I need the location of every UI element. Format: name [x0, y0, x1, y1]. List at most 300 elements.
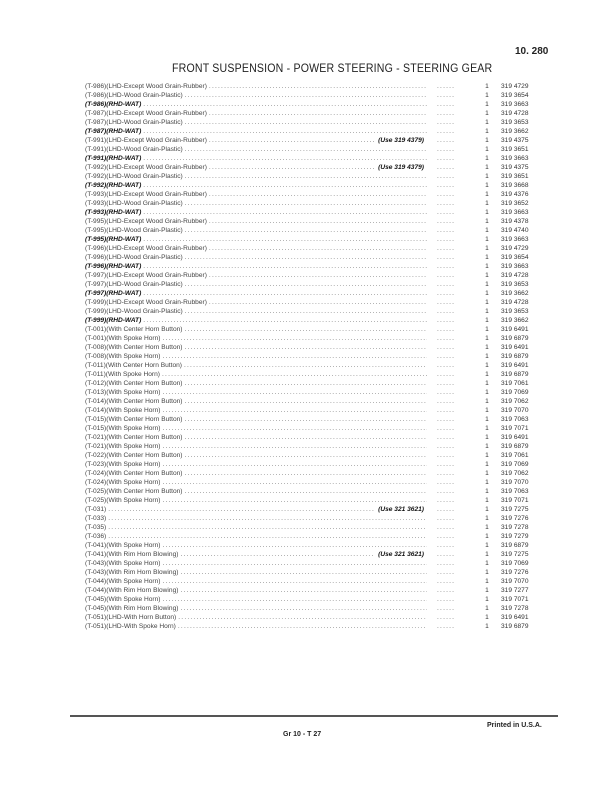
quantity: 1: [485, 479, 489, 486]
parts-row: [85, 91, 545, 100]
part-number: 319 3663: [501, 263, 529, 270]
part-description: (T-008)(With Spoke Horn): [85, 353, 161, 360]
quantity: 1: [485, 596, 489, 603]
quantity: 1: [485, 299, 489, 306]
dot-leader: [185, 91, 427, 100]
dot-leader: [184, 469, 427, 478]
dot-leader: [162, 460, 427, 469]
part-number: 319 3654: [501, 254, 529, 261]
part-description: (T-995)(LHD-Except Wood Grain-Rubber): [85, 218, 207, 225]
dot-leader: [162, 370, 427, 379]
part-number: 319 7276: [501, 569, 529, 576]
part-description: (T-001)(With Spoke Horn): [85, 335, 161, 342]
dot-leader: [427, 523, 479, 532]
part-description: (T-987)(LHD-Wood Grain-Plastic): [85, 119, 183, 126]
parts-row: [85, 622, 545, 631]
dot-leader: [427, 100, 479, 109]
quantity: 1: [485, 155, 489, 162]
part-description: (T-996)(LHD-Except Wood Grain-Rubber): [85, 245, 207, 252]
dot-leader: [427, 145, 479, 154]
dot-leader: [185, 145, 427, 154]
part-description: (T-014)(With Spoke Horn): [85, 407, 161, 414]
part-description: (T-991)(LHD-Except Wood Grain-Rubber): [85, 137, 207, 144]
dot-leader: [184, 379, 427, 388]
part-description: (T-995)(LHD-Wood Grain-Plastic): [85, 227, 183, 234]
parts-row: [85, 514, 545, 523]
parts-list: [85, 82, 545, 631]
dot-leader: [143, 127, 427, 136]
quantity: 1: [485, 371, 489, 378]
parts-row: [85, 379, 545, 388]
quantity: 1: [485, 452, 489, 459]
quantity: 1: [485, 497, 489, 504]
part-number: 319 7275: [501, 551, 529, 558]
parts-row: [85, 487, 545, 496]
dot-leader: [209, 163, 375, 172]
part-description: (T-043)(With Spoke Horn): [85, 560, 161, 567]
parts-row: [85, 109, 545, 118]
quantity: 1: [485, 146, 489, 153]
part-description: (T-999)(LHD-Except Wood Grain-Rubber): [85, 299, 207, 306]
dot-leader: [427, 379, 479, 388]
part-number: 319 3651: [501, 146, 529, 153]
parts-row: [85, 253, 545, 262]
quantity: 1: [485, 227, 489, 234]
part-number: 319 7071: [501, 497, 529, 504]
parts-row: [85, 136, 545, 145]
quantity: 1: [485, 560, 489, 567]
dot-leader: [427, 172, 479, 181]
dot-leader: [143, 235, 427, 244]
dot-leader: [427, 406, 479, 415]
part-description: (T-987)(RHD-WAT): [85, 128, 142, 135]
part-number: 319 7070: [501, 578, 529, 585]
part-number: 319 3663: [501, 209, 529, 216]
quantity: 1: [485, 389, 489, 396]
parts-row: [85, 460, 545, 469]
part-description: (T-986)(RHD-WAT): [85, 101, 142, 108]
parts-row: [85, 550, 545, 559]
quantity: 1: [485, 344, 489, 351]
parts-row: [85, 532, 545, 541]
parts-row: [85, 199, 545, 208]
part-number: 319 6491: [501, 344, 529, 351]
part-number: 319 3662: [501, 128, 529, 135]
parts-row: [85, 568, 545, 577]
dot-leader: [427, 442, 479, 451]
quantity: 1: [485, 578, 489, 585]
part-description: (T-033): [85, 515, 107, 522]
parts-row: [85, 613, 545, 622]
part-number: 319 7070: [501, 407, 529, 414]
parts-row: [85, 541, 545, 550]
part-description: (T-996)(RHD-WAT): [85, 263, 142, 270]
dot-leader: [427, 199, 479, 208]
use-note: (Use 319 4379): [378, 164, 424, 171]
parts-row: [85, 298, 545, 307]
part-number: 319 6879: [501, 335, 529, 342]
quantity: 1: [485, 263, 489, 270]
parts-row: [85, 343, 545, 352]
dot-leader: [143, 289, 427, 298]
dot-leader: [427, 505, 479, 514]
dot-leader: [185, 253, 427, 262]
parts-row: [85, 397, 545, 406]
part-number: 319 6879: [501, 371, 529, 378]
part-number: 319 4728: [501, 110, 529, 117]
part-description: (T-987)(LHD-Except Wood Grain-Rubber): [85, 110, 207, 117]
part-number: 319 4740: [501, 227, 529, 234]
part-description: (T-014)(With Center Horn Button): [85, 398, 183, 405]
part-number: 319 6879: [501, 353, 529, 360]
part-description: (T-025)(With Spoke Horn): [85, 497, 161, 504]
part-description: (T-992)(RHD-WAT): [85, 182, 142, 189]
part-description: (T-997)(RHD-WAT): [85, 290, 142, 297]
part-description: (T-986)(LHD-Wood Grain-Plastic): [85, 92, 183, 99]
part-description: (T-999)(LHD-Wood Grain-Plastic): [85, 308, 183, 315]
part-description: (T-024)(With Spoke Horn): [85, 479, 161, 486]
dot-leader: [427, 433, 479, 442]
quantity: 1: [485, 254, 489, 261]
dot-leader: [427, 190, 479, 199]
quantity: 1: [485, 587, 489, 594]
dot-leader: [162, 442, 427, 451]
dot-leader: [143, 154, 427, 163]
dot-leader: [427, 262, 479, 271]
parts-row: [85, 226, 545, 235]
parts-row: [85, 307, 545, 316]
part-description: (T-041)(With Rim Horn Blowing): [85, 551, 179, 558]
dot-leader: [427, 208, 479, 217]
part-description: (T-044)(With Rim Horn Blowing): [85, 587, 179, 594]
quantity: 1: [485, 173, 489, 180]
quantity: 1: [485, 218, 489, 225]
part-number: 319 3653: [501, 119, 529, 126]
quantity: 1: [485, 101, 489, 108]
parts-row: [85, 451, 545, 460]
part-number: 319 4376: [501, 191, 529, 198]
part-description: (T-045)(With Spoke Horn): [85, 596, 161, 603]
dot-leader: [143, 262, 427, 271]
part-number: 319 7070: [501, 479, 529, 486]
part-number: 319 7071: [501, 425, 529, 432]
dot-leader: [185, 226, 427, 235]
part-description: (T-996)(LHD-Wood Grain-Plastic): [85, 254, 183, 261]
parts-row: [85, 424, 545, 433]
part-number: 319 6491: [501, 326, 529, 333]
quantity: 1: [485, 236, 489, 243]
dot-leader: [427, 361, 479, 370]
quantity: 1: [485, 326, 489, 333]
dot-leader: [427, 604, 479, 613]
page-number: 10. 280: [515, 46, 549, 57]
dot-leader: [185, 172, 427, 181]
dot-leader: [184, 325, 427, 334]
parts-row: [85, 415, 545, 424]
parts-row: [85, 505, 545, 514]
parts-row: [85, 586, 545, 595]
part-number: 319 6879: [501, 443, 529, 450]
parts-row: [85, 217, 545, 226]
dot-leader: [427, 613, 479, 622]
quantity: 1: [485, 506, 489, 513]
dot-leader: [184, 415, 427, 424]
quantity: 1: [485, 119, 489, 126]
part-description: (T-991)(LHD-Wood Grain-Plastic): [85, 146, 183, 153]
part-number: 319 7275: [501, 506, 529, 513]
dot-leader: [427, 541, 479, 550]
parts-row: [85, 316, 545, 325]
dot-leader: [427, 595, 479, 604]
parts-row: [85, 172, 545, 181]
use-note: (Use 319 4379): [378, 137, 424, 144]
part-description: (T-995)(RHD-WAT): [85, 236, 142, 243]
dot-leader: [162, 496, 427, 505]
part-description: (T-025)(With Center Horn Button): [85, 488, 183, 495]
quantity: 1: [485, 542, 489, 549]
part-description: (T-013)(With Spoke Horn): [85, 389, 161, 396]
parts-row: [85, 496, 545, 505]
part-number: 319 7069: [501, 389, 529, 396]
quantity: 1: [485, 416, 489, 423]
quantity: 1: [485, 623, 489, 630]
dot-leader: [427, 244, 479, 253]
part-number: 319 7278: [501, 524, 529, 531]
parts-row: [85, 289, 545, 298]
part-number: 319 7277: [501, 587, 529, 594]
dot-leader: [427, 217, 479, 226]
part-description: (T-008)(With Center Horn Button): [85, 344, 183, 351]
parts-row: [85, 352, 545, 361]
page-reference: Gr 10 - T 27: [283, 731, 322, 738]
parts-row: [85, 334, 545, 343]
dot-leader: [180, 586, 427, 595]
dot-leader: [427, 532, 479, 541]
page-title: FRONT SUSPENSION - POWER STEERING - STEERING GEAR: [172, 63, 493, 75]
part-number: 319 3662: [501, 317, 529, 324]
part-number: 319 6491: [501, 434, 529, 441]
part-number: 319 4375: [501, 164, 529, 171]
dot-leader: [427, 487, 479, 496]
dot-leader: [427, 397, 479, 406]
parts-row: [85, 370, 545, 379]
parts-row: [85, 433, 545, 442]
dot-leader: [427, 478, 479, 487]
part-description: (T-031): [85, 506, 107, 513]
part-description: (T-993)(RHD-WAT): [85, 209, 142, 216]
part-number: 319 3663: [501, 236, 529, 243]
parts-row: [85, 154, 545, 163]
parts-row: [85, 577, 545, 586]
part-description: (T-051)(LHD-With Spoke Horn): [85, 623, 176, 630]
parts-row: [85, 235, 545, 244]
dot-leader: [427, 109, 479, 118]
dot-leader: [180, 604, 427, 613]
dot-leader: [185, 118, 427, 127]
quantity: 1: [485, 353, 489, 360]
dot-leader: [209, 109, 427, 118]
quantity: 1: [485, 533, 489, 540]
dot-leader: [427, 550, 479, 559]
parts-row: [85, 559, 545, 568]
dot-leader: [427, 496, 479, 505]
quantity: 1: [485, 209, 489, 216]
quantity: 1: [485, 551, 489, 558]
dot-leader: [184, 397, 427, 406]
part-number: 319 6491: [501, 362, 529, 369]
dot-leader: [427, 388, 479, 397]
quantity: 1: [485, 317, 489, 324]
dot-leader: [184, 343, 427, 352]
dot-leader: [162, 334, 427, 343]
parts-row: [85, 595, 545, 604]
part-description: (T-986)(LHD-Except Wood Grain-Rubber): [85, 83, 207, 90]
part-description: (T-992)(LHD-Except Wood Grain-Rubber): [85, 164, 207, 171]
dot-leader: [427, 460, 479, 469]
parts-row: [85, 271, 545, 280]
quantity: 1: [485, 443, 489, 450]
dot-leader: [180, 568, 427, 577]
quantity: 1: [485, 461, 489, 468]
part-description: (T-015)(With Center Horn Button): [85, 416, 183, 423]
dot-leader: [427, 307, 479, 316]
dot-leader: [108, 514, 427, 523]
part-description: (T-023)(With Spoke Horn): [85, 461, 161, 468]
part-description: (T-021)(With Center Horn Button): [85, 434, 183, 441]
parts-row: [85, 244, 545, 253]
parts-row: [85, 280, 545, 289]
dot-leader: [427, 271, 479, 280]
parts-row: [85, 478, 545, 487]
part-description: (T-997)(LHD-Wood Grain-Plastic): [85, 281, 183, 288]
dot-leader: [427, 118, 479, 127]
dot-leader: [209, 244, 427, 253]
dot-leader: [162, 406, 427, 415]
parts-row: [85, 361, 545, 370]
dot-leader: [184, 451, 427, 460]
dot-leader: [180, 550, 375, 559]
quantity: 1: [485, 362, 489, 369]
dot-leader: [209, 271, 427, 280]
use-note: (Use 321 3621): [378, 551, 424, 558]
dot-leader: [427, 352, 479, 361]
parts-row: [85, 406, 545, 415]
parts-row: [85, 442, 545, 451]
quantity: 1: [485, 425, 489, 432]
part-number: 319 7071: [501, 596, 529, 603]
part-number: 319 3663: [501, 155, 529, 162]
quantity: 1: [485, 128, 489, 135]
quantity: 1: [485, 515, 489, 522]
quantity: 1: [485, 191, 489, 198]
part-description: (T-036): [85, 533, 107, 540]
part-number: 319 7278: [501, 605, 529, 612]
dot-leader: [209, 190, 427, 199]
dot-leader: [209, 298, 427, 307]
quantity: 1: [485, 614, 489, 621]
part-number: 319 3668: [501, 182, 529, 189]
part-description: (T-011)(With Center Horn Button): [85, 362, 182, 369]
dot-leader: [427, 415, 479, 424]
parts-row: [85, 145, 545, 154]
dot-leader: [162, 424, 427, 433]
dot-leader: [143, 316, 427, 325]
part-number: 319 7061: [501, 380, 529, 387]
dot-leader: [162, 541, 427, 550]
part-description: (T-012)(With Center Horn Button): [85, 380, 183, 387]
part-description: (T-045)(With Rim Horn Blowing): [85, 605, 179, 612]
part-number: 319 3653: [501, 281, 529, 288]
footer-divider: [70, 715, 558, 717]
dot-leader: [143, 181, 427, 190]
dot-leader: [427, 82, 479, 91]
quantity: 1: [485, 380, 489, 387]
dot-leader: [427, 253, 479, 262]
quantity: 1: [485, 83, 489, 90]
dot-leader: [427, 289, 479, 298]
parts-row: [85, 208, 545, 217]
quantity: 1: [485, 281, 489, 288]
dot-leader: [184, 433, 427, 442]
dot-leader: [427, 136, 479, 145]
part-description: (T-041)(With Spoke Horn): [85, 542, 161, 549]
dot-leader: [427, 316, 479, 325]
parts-row: [85, 181, 545, 190]
parts-row: [85, 523, 545, 532]
quantity: 1: [485, 110, 489, 117]
part-description: (T-024)(With Center Horn Button): [85, 470, 183, 477]
dot-leader: [427, 298, 479, 307]
dot-leader: [185, 307, 427, 316]
part-description: (T-992)(LHD-Wood Grain-Plastic): [85, 173, 183, 180]
part-description: (T-991)(RHD-WAT): [85, 155, 142, 162]
dot-leader: [427, 226, 479, 235]
part-number: 319 3653: [501, 308, 529, 315]
part-number: 319 6491: [501, 614, 529, 621]
part-number: 319 3651: [501, 173, 529, 180]
quantity: 1: [485, 407, 489, 414]
part-number: 319 7062: [501, 470, 529, 477]
dot-leader: [427, 325, 479, 334]
part-description: (T-015)(With Spoke Horn): [85, 425, 161, 432]
part-description: (T-043)(With Rim Horn Blowing): [85, 569, 179, 576]
dot-leader: [162, 388, 427, 397]
dot-leader: [427, 451, 479, 460]
parts-row: [85, 604, 545, 613]
quantity: 1: [485, 137, 489, 144]
part-number: 319 3663: [501, 101, 529, 108]
part-number: 319 6879: [501, 542, 529, 549]
part-description: (T-051)(LHD-With Horn Button): [85, 614, 177, 621]
part-number: 319 7061: [501, 452, 529, 459]
part-number: 319 4729: [501, 83, 529, 90]
part-number: 319 6879: [501, 623, 529, 630]
use-note: (Use 321 3621): [378, 506, 424, 513]
part-description: (T-999)(RHD-WAT): [85, 317, 142, 324]
part-number: 319 4378: [501, 218, 529, 225]
dot-leader: [427, 469, 479, 478]
dot-leader: [162, 352, 427, 361]
dot-leader: [184, 361, 427, 370]
dot-leader: [427, 577, 479, 586]
quantity: 1: [485, 335, 489, 342]
part-description: (T-035): [85, 524, 107, 531]
dot-leader: [108, 523, 427, 532]
dot-leader: [209, 136, 375, 145]
part-description: (T-044)(With Spoke Horn): [85, 578, 161, 585]
parts-row: [85, 82, 545, 91]
part-number: 319 3652: [501, 200, 529, 207]
